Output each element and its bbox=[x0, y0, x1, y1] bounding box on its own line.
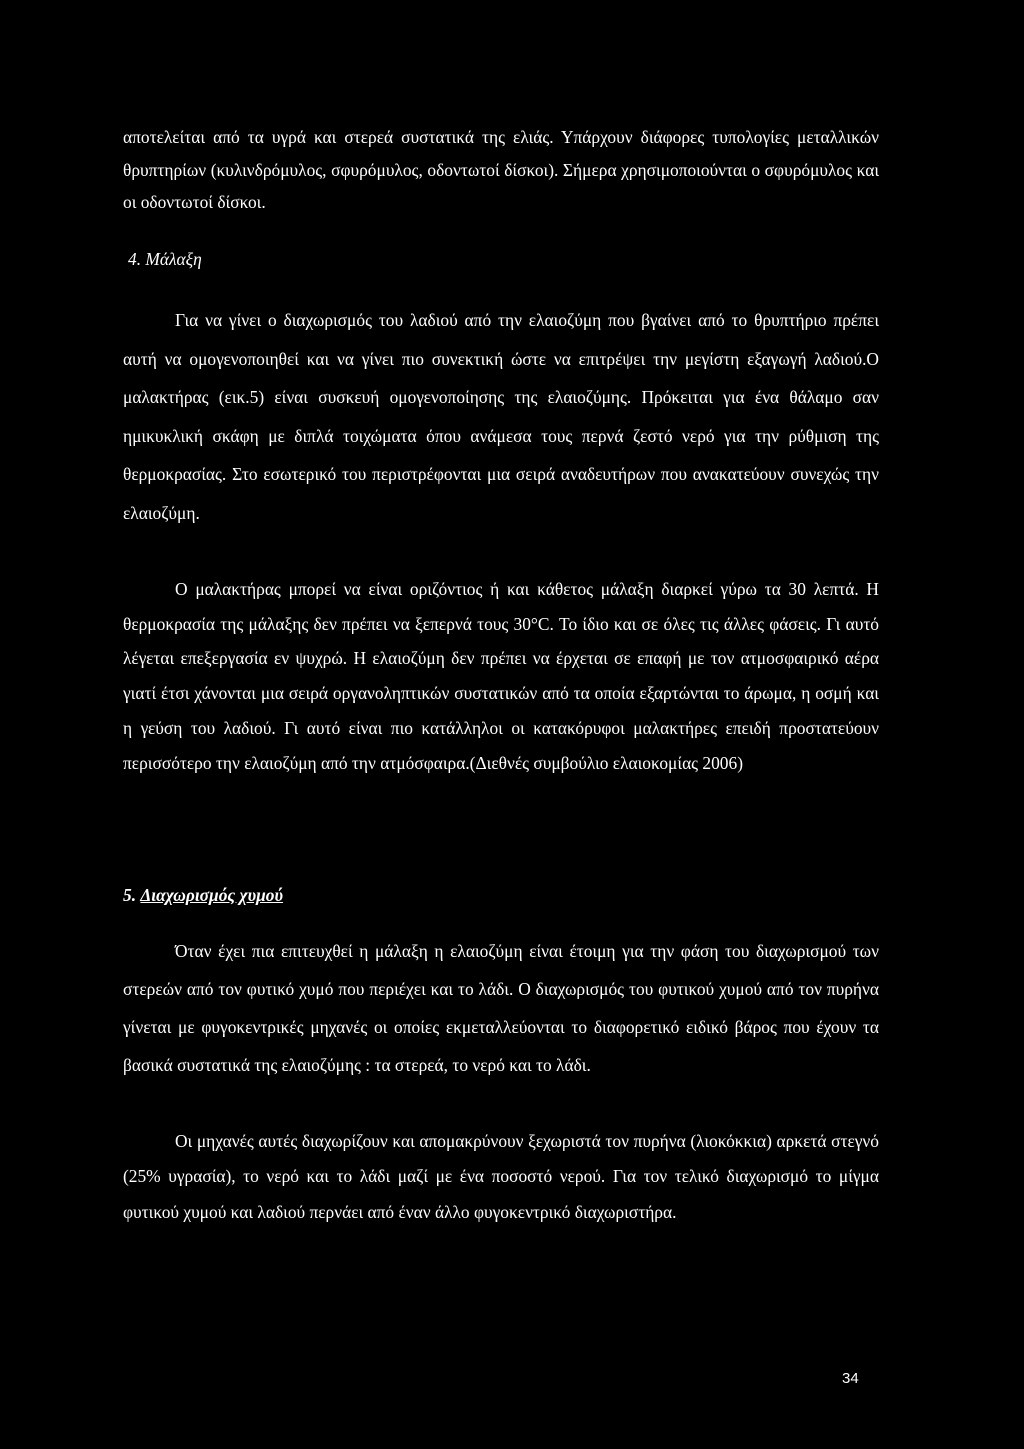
section-4-title: Μάλαξη bbox=[145, 249, 202, 269]
section-5-title: Διαχωρισμός χυμού bbox=[140, 885, 284, 905]
section-4-paragraph-2: Ο μαλακτήρας μπορεί να είναι οριζόντιος ή και κάθετος μάλαξη διαρκεί γύρω τα 30 λεπτά. Η θερμοκρασία της μάλαξης δεν πρέπει να ξεπερνά τους 30°C. Το ίδιο και σε όλες τις άλλες φάσεις. Γι αυτό λέγεται επεξεργασία εν ψυχρώ. Η ελαιοζύμη δεν πρέπει να έρχεται σε επαφή με τον ατμοσφαιρικό αέρα γιατί έτσι χάνονται μια σειρά οργανοληπτικών συστατικών από τα οποία εξαρτώνται το άρωμα, η οσμή και η γεύση του λαδιού. Γι αυτό είναι πιο κατάλληλοι οι κατακόρυφοι μαλακτήρες επειδή προστατεύουν περισσότερο την ελαιοζύμη από την ατμόσφαιρα.(Διεθνές συμβούλιο ελαιοκομίας 2006) bbox=[123, 579, 879, 773]
section-4-heading bbox=[128, 244, 884, 274]
page-number: 34 bbox=[842, 1370, 859, 1387]
section-5-paragraph-1: Όταν έχει πια επιτευχθεί η μάλαξη η ελαιοζύμη είναι έτοιμη για την φάση του διαχωρισμού των στερεών από τον φυτικό χυμό που περιέχει και το λάδι. Ο διαχωρισμός του φυτικού χυμού από τον πυρήνα γίνεται με φυγοκεντρικές μηχανές οι οποίες εκμεταλλεύονται το διαφορετικό ειδικό βάρος που έχουν τα βασικά συστατικά της ελαιοζύμης : τα στερεά, το νερό και το λάδι. bbox=[123, 941, 879, 1075]
section-4-number: 4. bbox=[128, 249, 142, 269]
section-5-paragraph-2: Οι μηχανές αυτές διαχωρίζουν και απομακρύνουν ξεχωριστά τον πυρήνα (λιοκόκκια) αρκετά στεγνό (25% υγρασία), το νερό και το λάδι μαζί με ένα ποσοστό νερού. Για τον τελικό διαχωρισμό το μίγμα φυτικού χυμού και λαδιού περνάει από έναν άλλο φυγοκεντρικό διαχωριστήρα. bbox=[123, 1131, 879, 1222]
intro-paragraph: αποτελείται από τα υγρά και στερεά συστατικά της ελιάς. Υπάρχουν διάφορες τυπολογίες μεταλλικών θρυπτηρίων (κυλινδρόμυλος, σφυρόμυλος, οδοντωτοί δίσκοι). Σήμερα χρησιμοποιούνται ο σφυρόμυλος και οι οδοντωτοί δίσκοι. bbox=[123, 127, 879, 213]
section-5-heading bbox=[123, 880, 879, 910]
section-5-number: 5. bbox=[123, 885, 137, 905]
section-4-paragraph-1: Για να γίνει ο διαχωρισμός του λαδιού από την ελαιοζύμη που βγαίνει από το θρυπτήριο πρέπει αυτή να ομογενοποιηθεί και να γίνει πιο συνεκτική ώστε να επιτρέψει την μεγίστη εξαγωγή λαδιού.Ο μαλακτήρας (εικ.5) είναι συσκευή ομογενοποίησης της ελαιοζύμης. Πρόκειται για ένα θάλαμο σαν ημικυκλική σκάφη με διπλά τοιχώματα όπου ανάμεσα τους περνά ζεστό νερό για την ρύθμιση της θερμοκρασίας. Στο εσωτερικό του περιστρέφονται μια σειρά αναδευτήρων που ανακατεύουν συνεχώς την ελαιοζύμη. bbox=[123, 310, 879, 523]
